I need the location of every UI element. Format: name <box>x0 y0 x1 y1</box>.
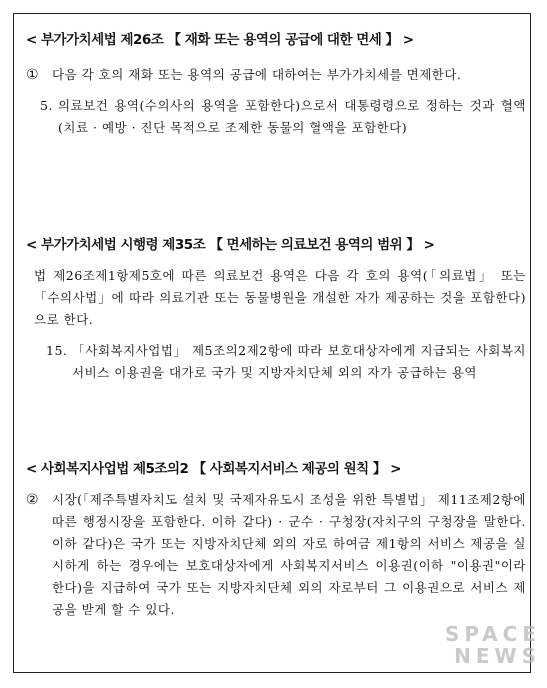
paragraph-marker: ② <box>26 492 40 508</box>
watermark-line1: SPACE <box>444 622 541 646</box>
section-social-welfare-act-article-5-2 <box>26 457 526 621</box>
list-item-15 <box>26 340 526 384</box>
section-vat-decree-article-35 <box>26 233 526 384</box>
section-heading: < 부가가치세법 시행령 제35조 【 면세하는 의료보건 용역의 범위 】 > <box>26 237 435 253</box>
item-number: 5. <box>40 98 53 113</box>
paragraph-text: 시장(「제주특별자치도 설치 및 국제자유도시 조성을 위한 특별법」 제11조제2항에 따른 행정시장을 포함한다. 이하 같다) · 군수 · 구청장(자치구의 구청장을 말한다. 이하 같다)은 국가 또는 지방자치단체 외의 자로 하여금 제1항의 서비스 제공을 실시하게 하는 경우에는 보호대상자에게 사회복지서비스 이용권(이하 "이용권"이라 한다)을 지급하여 국가 또는 지방자치단체 외의 자로부터 그 이용권으로 서비스 제공을 받게 할 수 있다. <box>52 492 526 617</box>
paragraph-main: 법 제26조제1항제5호에 따른 의료보건 용역은 다음 각 호의 용역(「의료법」 또는 「수의사법」에 따라 의료기관 또는 동물병원을 개설한 자가 제공하는 것을 포함한다)으로 한다. <box>34 268 526 327</box>
paragraph-1 <box>26 64 526 86</box>
section-heading: < 사회복지사업법 제5조의2 【 사회복지서비스 제공의 원칙 】 > <box>26 461 401 477</box>
watermark-line2: NEWS <box>454 644 541 668</box>
item-text: 「사회복지사업법」 제5조의2제2항에 따라 보호대상자에게 지급되는 사회복지서비스 이용권을 대가로 국가 및 지방자치단체 외의 자가 공급하는 용역 <box>72 343 526 380</box>
watermark-logo <box>391 622 541 680</box>
section-vat-act-article-26 <box>26 28 526 139</box>
paragraph-marker: ① <box>26 67 40 83</box>
item-number: 15. <box>46 343 68 358</box>
paragraph-text: 다음 각 호의 재화 또는 용역의 공급에 대하여는 부가가치세를 면제한다. <box>52 67 462 82</box>
section-heading: < 부가가치세법 제26조 【 재화 또는 용역의 공급에 대한 면세 】 > <box>26 32 414 48</box>
list-item-5 <box>26 95 526 139</box>
item-text: 의료보건 용역(수의사의 용역을 포함한다)으로서 대통령령으로 정하는 것과 혈액(치료 · 예방 · 진단 목적으로 조제한 동물의 혈액을 포함한다) <box>58 98 526 135</box>
paragraph-2 <box>26 489 526 621</box>
